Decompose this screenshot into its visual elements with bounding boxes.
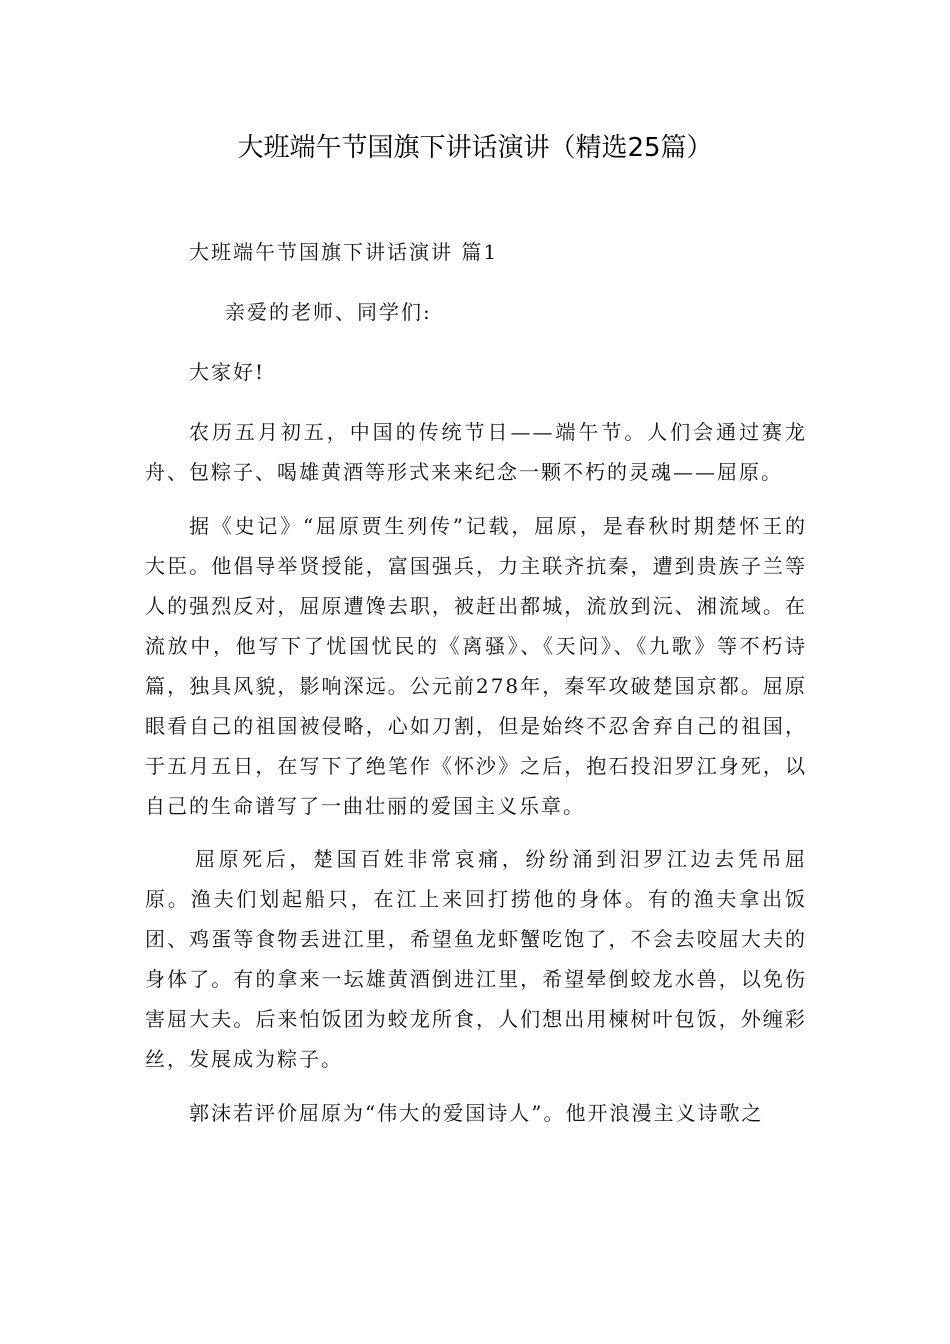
document-body	[145, 232, 807, 1146]
body-paragraph: 据《史记》“屈原贾生列传”记载，屈原，是春秋时期楚怀王的大臣。他倡导举贤授能，富国强兵，力主联齐抗秦，遭到贵族子兰等人的强烈反对，屈原遭馋去职，被赶出都城，流放到沅、湘流域。在流放中，他写下了忧国忧民的《离骚》、《天问》、《九歌》等不朽诗篇，独具风貌，影响深远。公元前278年，秦军攻破楚国京都。屈原眼看自己的祖国被侵略，心如刀割，但是始终不忍舍弃自己的祖国，于五月五日，在写下了绝笔作《怀沙》之后，抱石投汨罗江身死，以自己的生命谱写了一曲壮丽的爱国主义乐章。	[145, 513, 807, 818]
greeting-line: 亲爱的老师、同学们:	[225, 300, 432, 324]
body-paragraph: 农历五月初五，中国的传统节日——端午节。人们会通过赛龙舟、包粽子、喝雄黄酒等形式来来纪念一颗不朽的灵魂——屈原。	[145, 420, 807, 484]
document-title: 大班端午节国旗下讲话演讲（精选25篇）	[237, 133, 713, 163]
greeting-line: 大家好!	[189, 360, 266, 384]
body-paragraph: 屈原死后，楚国百姓非常哀痛，纷纷涌到汨罗江边去凭吊屈原。渔夫们划起船只，在江上来回打捞他的身体。有的渔夫拿出饭团、鸡蛋等食物丢进江里，希望鱼龙虾蟹吃饱了，不会去咬屈大夫的身体了。有的拿来一坛雄黄酒倒进江里，希望晕倒蛟龙水兽，以免伤害屈大夫。后来怕饭团为蛟龙所食，人们想出用楝树叶包饭，外缠彩丝，发展成为粽子。	[145, 847, 807, 1071]
section-heading: 大班端午节国旗下讲话演讲 篇1	[189, 240, 499, 264]
body-paragraph: 郭沫若评价屈原为“伟大的爱国诗人”。他开浪漫主义诗歌之	[189, 1100, 764, 1125]
